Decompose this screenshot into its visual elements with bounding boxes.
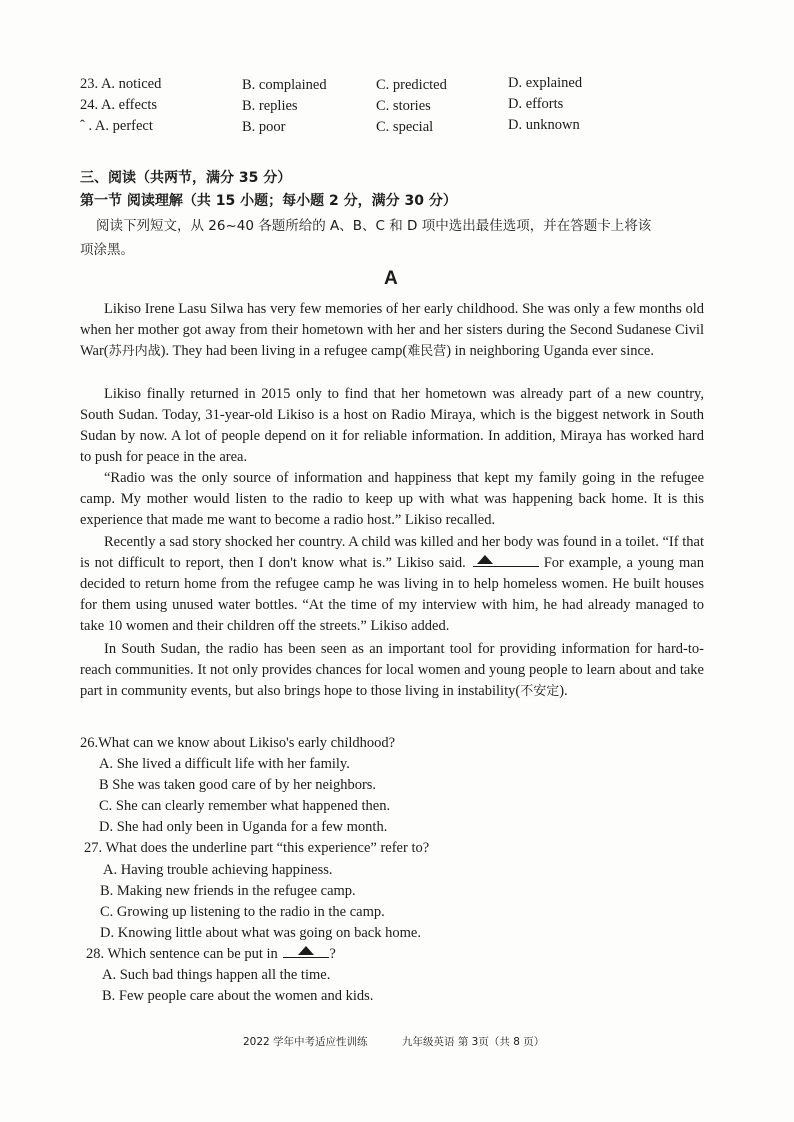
instruction-line-1: 阅读下列短文，从 26~40 各题所给的 A、B、C 和 D 项中选出最佳选项，并在答题卡上将该 — [96, 218, 652, 234]
question-text: 28. Which sentence can be put in — [86, 946, 282, 962]
paragraph-text: For example, a young man decided to return home from the refugee camp he was living in to help homeless women. He built houses for them using unused water bottles. “At the time of my interview with him, he had already managed to take 10 women and their children off the streets.” Likiso added. — [80, 555, 704, 634]
underlined-phrase: this experience — [80, 491, 704, 528]
question-26-option-a[interactable]: A. She lived a difficult life with her family. — [99, 756, 350, 772]
section-subtitle: 第一节 阅读理解（共 15 小题；每小题 2 分，满分 30 分） — [80, 193, 457, 209]
question-text: ? — [329, 946, 336, 962]
option-a: A. noticed — [100, 76, 162, 92]
question-28 — [86, 944, 336, 965]
question-27-option-a[interactable]: A. Having trouble achieving happiness. — [103, 862, 333, 878]
option-c: C. predicted — [376, 77, 447, 93]
question-27-option-c[interactable]: C. Growing up listening to the radio in the camp. — [100, 904, 385, 920]
instruction-line-2: 项涂黑。 — [80, 242, 134, 258]
option-d: D. unknown — [508, 117, 580, 133]
question-27: 27. What does the underline part “this experience” refer to? — [84, 840, 430, 856]
answer-blank — [473, 553, 539, 567]
section-title: 三、阅读（共两节，满分 35 分） — [80, 170, 292, 186]
option-d: D. efforts — [508, 96, 564, 112]
question-number: 23. — [80, 76, 101, 92]
paragraph-text: In South Sudan, the radio has been seen as an important tool for providing information for hard-to-reach communities. It not only provides chances for local women and young people to learn about and take part in community events, but also brings hope to those living in instability( — [80, 641, 704, 699]
option-b: B. replies — [242, 98, 298, 114]
paragraph-text: ). — [559, 683, 568, 699]
passage-title: A — [384, 268, 398, 289]
question-27-option-d[interactable]: D. Knowing little about what was going on back home. — [100, 925, 421, 941]
question-26-option-c[interactable]: C. She can clearly remember what happened then. — [99, 798, 391, 814]
option-c: C. special — [376, 119, 434, 135]
triangle-icon — [298, 946, 314, 955]
question-number: ˆ . — [80, 118, 95, 134]
option-row-25 — [80, 118, 153, 135]
option-b: B. complained — [242, 77, 327, 93]
option-b: B. poor — [242, 119, 286, 135]
passage-paragraph-5 — [80, 639, 704, 702]
chinese-gloss: 不安定 — [520, 684, 560, 699]
option-row-24 — [80, 97, 157, 114]
passage-paragraph-1 — [80, 299, 704, 362]
paragraph-text: that made me want to become a radio host.” Likiso recalled. — [142, 512, 496, 528]
footer-page-info: 九年级英语 第 3页（共 8 页） — [402, 1036, 545, 1048]
question-27-option-b[interactable]: B. Making new friends in the refugee camp. — [100, 883, 356, 899]
question-26-option-b[interactable]: B She was taken good care of by her neighbors. — [99, 777, 377, 793]
option-a: A. perfect — [94, 118, 153, 134]
footer-exam-name: 2022 学年中考适应性训练 — [243, 1036, 368, 1048]
passage-paragraph-4 — [80, 532, 704, 637]
question-26-option-d[interactable]: D. She had only been in Uganda for a few month. — [99, 819, 388, 835]
passage-paragraph-3 — [80, 468, 704, 531]
question-28-option-a[interactable]: A. Such bad things happen all the time. — [102, 967, 331, 983]
option-c: C. stories — [376, 98, 431, 114]
paragraph-text: ). They had been living in a refugee camp( — [160, 343, 408, 359]
paragraph-text: “Radio was the only source of information and happiness that kept my family going in the refugee camp. My mother would listen to the radio to keep up with what was happening back home. It is — [80, 470, 704, 507]
paragraph-text: Likiso Irene Lasu Silwa has very few memories of her early childhood. She was only a few months old when her mother got away from their hometown with her and her sisters during the Second Sudanese Civil War( — [80, 301, 704, 359]
question-28-option-b[interactable]: B. Few people care about the women and kids. — [102, 988, 374, 1004]
paragraph-text: ) in neighboring Uganda ever since. — [446, 343, 654, 359]
answer-blank — [283, 944, 329, 958]
chinese-gloss: 苏丹内战 — [108, 344, 161, 359]
option-a: A. effects — [100, 97, 158, 113]
option-row-23 — [80, 76, 161, 93]
option-d: D. explained — [508, 75, 583, 91]
chinese-gloss: 难民营 — [407, 344, 447, 359]
passage-paragraph-2: Likiso finally returned in 2015 only to find that her hometown was already part of a new country, South Sudan. Today, 31-year-old Likiso is a host on Radio Miraya, which is the biggest network in South Sudan by now. A lot of people depend on it for reliable information. In addition, Miraya has worked hard to push for peace in the area. — [80, 386, 704, 465]
paragraph-text: Recently a sad story shocked her country. A child was killed and her body was found in a toilet. “If that is not difficult to report, then I don't know what is.” Likiso said. — [80, 534, 704, 571]
question-number: 24. — [80, 97, 101, 113]
triangle-icon — [477, 555, 493, 564]
question-26: 26.What can we know about Likiso's early childhood? — [80, 735, 396, 751]
